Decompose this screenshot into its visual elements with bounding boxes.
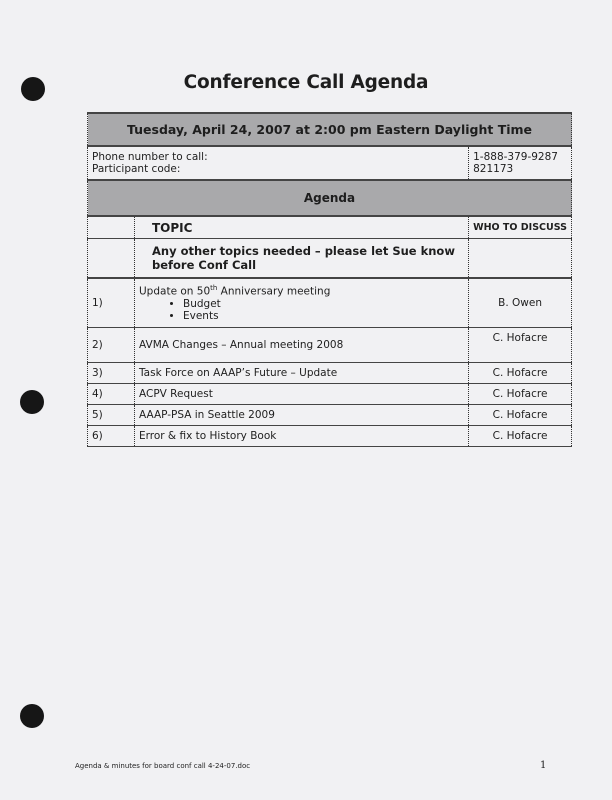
phone-label: Phone number to call: — [92, 151, 208, 163]
subtopic-events: • Events — [183, 310, 464, 322]
other-topics-row — [88, 239, 572, 279]
page-number: 1 — [540, 760, 547, 771]
call-info-row — [88, 146, 572, 180]
item-number: 2) — [88, 328, 135, 363]
code-value: 821173 — [473, 163, 514, 175]
call-info-values — [469, 146, 572, 180]
item-number: 3) — [88, 363, 135, 384]
num-column-header — [88, 216, 135, 239]
item-number: 1) — [88, 278, 135, 328]
item-owner: C. Hofacre — [469, 426, 572, 447]
item-number: 5) — [88, 405, 135, 426]
other-topics-note: Any other topics needed – please let Sue know before Conf Call — [135, 239, 469, 279]
footer-filename: Agenda & minutes for board conf call 4-24-07.doc — [75, 762, 251, 770]
item-owner: C. Hofacre — [469, 405, 572, 426]
item-topic: AVMA Changes – Annual meeting 2008 — [135, 328, 469, 363]
item-number: 4) — [88, 384, 135, 405]
item-topic: ACPV Request — [135, 384, 469, 405]
item-topic: Error & fix to History Book — [135, 426, 469, 447]
page-title: Conference Call Agenda — [183, 72, 429, 93]
table-row — [88, 278, 572, 328]
date-header: Tuesday, April 24, 2007 at 2:00 pm Eastern Daylight Time — [88, 113, 572, 146]
call-info-labels — [88, 146, 469, 180]
subtopic-budget: • Budget — [183, 298, 464, 310]
agenda-table — [87, 112, 572, 447]
item-subtopics — [139, 298, 464, 322]
table-row — [88, 426, 572, 447]
item-topic: Update on 50th Anniversary meeting • Budget • Events — [135, 278, 469, 328]
item-number: 6) — [88, 426, 135, 447]
item-topic: Task Force on AAAP’s Future – Update — [135, 363, 469, 384]
item-topic: AAAP-PSA in Seattle 2009 — [135, 405, 469, 426]
code-label: Participant code: — [92, 163, 181, 175]
punch-hole-middle — [20, 390, 44, 414]
table-row — [88, 405, 572, 426]
phone-value: 1-888-379-9287 — [473, 151, 558, 163]
punch-hole-bottom — [20, 704, 44, 728]
table-row — [88, 363, 572, 384]
item-owner: C. Hofacre — [469, 363, 572, 384]
item-owner: C. Hofacre — [469, 328, 572, 363]
topic-column-header: TOPIC — [135, 216, 469, 239]
table-row — [88, 384, 572, 405]
agenda-header: Agenda — [88, 180, 572, 216]
who-column-header: WHO TO DISCUSS — [469, 216, 572, 239]
item-owner: B. Owen — [469, 278, 572, 328]
item-owner: C. Hofacre — [469, 384, 572, 405]
column-header-row — [88, 216, 572, 239]
table-row — [88, 328, 572, 363]
